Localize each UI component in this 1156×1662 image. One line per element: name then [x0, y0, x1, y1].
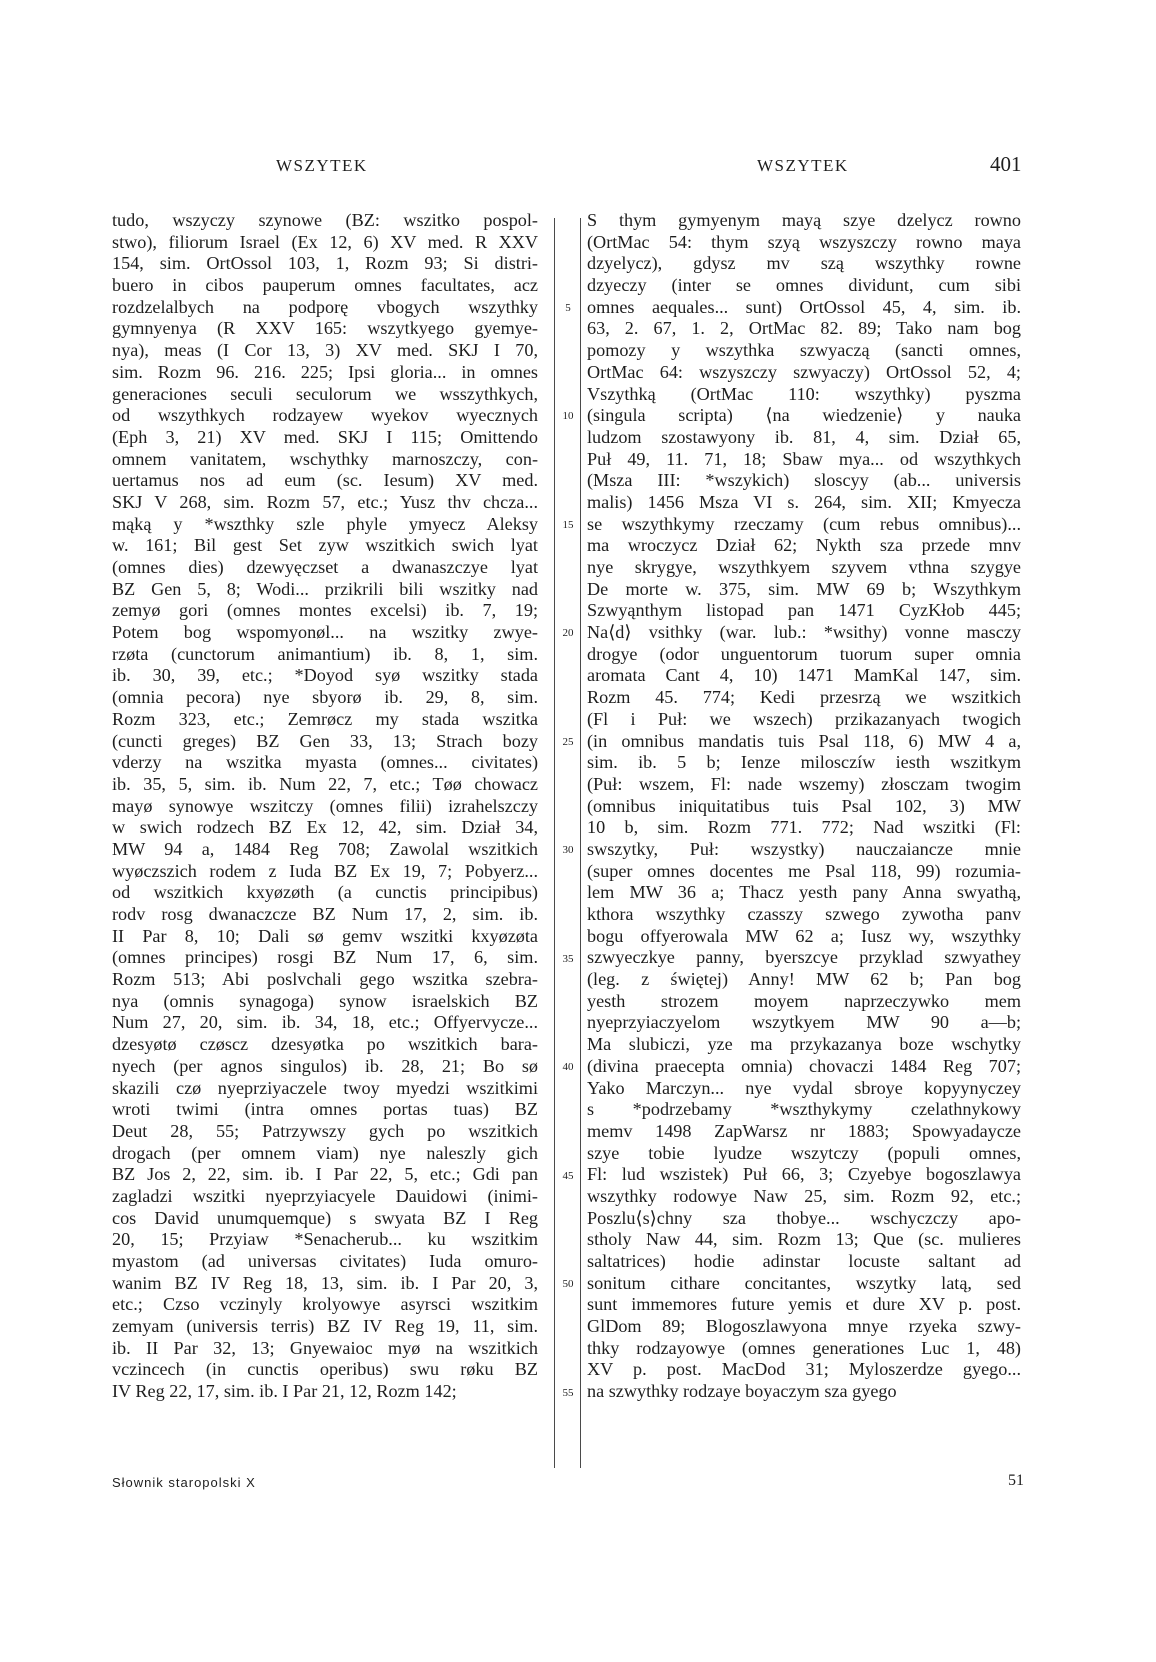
text-line: rozdzelalbych na podporę vbogych wszythky — [112, 296, 538, 317]
footer-signature: Słownik staropolski X — [112, 1475, 256, 1490]
text-line: dzesyøtø czøscz dzesyøtka po wszitkich bara- — [112, 1034, 538, 1055]
text-line: ma wroczycz Dział 62; Nykth sza przede mnv — [587, 535, 1021, 556]
text-line: (omnes principes) rosgi BZ Num 17, 6, sim. — [112, 947, 538, 968]
text-line: mayø synowye wszitczy (omnes filii) izrahelszczy — [112, 795, 538, 816]
line-number: 50 — [562, 1278, 574, 1291]
text-line: etc.; Czso vczinyly krolyowye asyrsci wszitkim — [112, 1294, 538, 1315]
text-line: gymnyenya (R XXV 165: wszytkyego gyemye- — [112, 318, 538, 339]
text-line: wroti twimi (intra omnes portas tuas) BZ — [112, 1099, 538, 1120]
column-divider-right — [580, 218, 581, 1468]
text-line: omnes aequales... sunt) OrtOssol 45, 4, sim. ib. — [587, 296, 1021, 317]
text-line: ludzom szostawyony ib. 81, 4, sim. Dział 65, — [587, 426, 1021, 447]
text-line: sonitum cithare concitantes, wszytky latą, sed — [587, 1272, 1021, 1293]
line-number: 30 — [562, 844, 574, 857]
text-line: nye skrygye, wszythkyem szyvem vthna szygye — [587, 557, 1021, 577]
line-number: 35 — [562, 952, 574, 965]
text-line: pomozy y wszythka szwyaczą (sancti omnes, — [587, 340, 1021, 361]
text-line: tudo, wszyczy szynowe (BZ: wszitko pospol- — [112, 210, 538, 230]
text-line: Rozm 45. 774; Kedi przesrzą we wszitkich — [587, 687, 1021, 708]
text-line: myastom (ad universas civitates) Iuda omuro- — [112, 1251, 538, 1271]
text-line: (singula scripta) ⟨na wiedzenie⟩ y nauka — [587, 405, 1021, 426]
text-line: lem MW 36 a; Thacz yesth pany Anna swyathą, — [587, 882, 1021, 903]
text-line: dzyeczy (inter se omnes dividunt, cum sibi — [587, 275, 1021, 296]
text-line: 10 b, sim. Rozm 771. 772; Nad wszitki (Fl: — [587, 817, 1021, 838]
text-line: S thym gymyenym mayą szye dzelycz rowno — [587, 210, 1021, 230]
text-line: Na⟨d⟩ vsithky (war. lub.: *wsithy) vonne masczy — [587, 622, 1021, 643]
text-line: (OrtMac 54: thym szyą wszyszczy rowno maya — [587, 231, 1021, 252]
text-line: (Puł: wszem, Fl: nade wszemy) złosczam twogim — [587, 773, 1021, 794]
text-line: ib. II Par 32, 13; Gnyewaioc myø na wszitkich — [112, 1337, 538, 1358]
text-line: mąką y *wszthky szle phyle ymyecz Aleksy — [112, 513, 538, 534]
text-line: Rozm 513; Abi poslvchali gego wszitka szebra- — [112, 969, 538, 990]
text-line: w swich rodzech BZ Ex 12, 42, sim. Dział 34, — [112, 817, 538, 838]
text-line: sunt immemores future yemis et dure XV p. post. — [587, 1294, 1021, 1315]
line-number: 10 — [562, 410, 574, 423]
text-line: BZ Jos 2, 22, sim. ib. I Par 22, 5, etc.; Gdi pan — [112, 1164, 538, 1185]
text-line: w. 161; Bil gest Set zyw wszitkich swich lyat — [112, 535, 538, 556]
text-line: omnem vanitatem, wschythky marnoszczy, con- — [112, 448, 538, 469]
line-number: 5 — [565, 301, 571, 314]
text-line: MW 94 a, 1484 Reg 708; Zawolal wszitkich — [112, 838, 538, 859]
text-line: De morte w. 375, sim. MW 69 b; Wszythkym — [587, 578, 1021, 599]
text-line: zagladzi wszitki nyeprzyiacyele Dauidowi (inimi- — [112, 1185, 538, 1206]
left-headword: WSZYTEK — [276, 156, 368, 175]
text-line: malis) 1456 Msza VI s. 264, sim. XII; Kmyecza — [587, 491, 1021, 512]
text-line: szye tobie lyudze wszytczy (populi omnes, — [587, 1142, 1021, 1163]
text-line: sim. ib. 5 b; Ienze milosczíw iesth wszitkym — [587, 752, 1021, 773]
text-line: (cuncti greges) BZ Gen 33, 13; Strach bozy — [112, 730, 538, 751]
text-line: thky rodzayowye (omnes generationes Luc 1, 48) — [587, 1337, 1021, 1358]
line-number: 15 — [562, 518, 574, 531]
text-line: OrtMac 64: wszyszczy szwyaczy) OrtOssol 52, 4; — [587, 361, 1021, 382]
text-line: wyøczszich rodem z Iuda BZ Ex 19, 7; Pobyerz... — [112, 860, 538, 881]
text-line: od wszitkich kxyøzøth (a cunctis principibus) — [112, 882, 538, 903]
text-line: sim. Rozm 96. 216. 225; Ipsi gloria... in omnes — [112, 361, 538, 382]
text-line: aromata Cant 4, 10) 1471 MamKal 147, sim. — [587, 665, 1021, 686]
text-line: (Eph 3, 21) XV med. SKJ I 115; Omittendo — [112, 426, 538, 447]
text-line: (super omnes docentes me Psal 118, 99) rozumia- — [587, 860, 1021, 881]
text-line: buero in cibos pauperum omnes facultates, acz — [112, 275, 538, 296]
text-line: cos David unumquemque) s swyata BZ I Reg — [112, 1207, 538, 1228]
text-line: II Par 8, 10; Dali sø gemv wszitki kxyøzøta — [112, 925, 538, 946]
text-line: bogu offyerowala MW 62 a; Iusz wy, wszythky — [587, 925, 1021, 946]
text-line: Yako Marczyn... nye vydal sbroye kopyynyczey — [587, 1077, 1021, 1098]
text-line: (Msza III: *wszykich) sloscyy (ab... universis — [587, 470, 1021, 491]
text-line: na szwythky rodzaye boyaczym sza gyego — [587, 1381, 897, 1402]
text-line: Num 27, 20, sim. ib. 34, 18, etc.; Offyervycze... — [112, 1012, 538, 1033]
text-line: (leg. z świętej) Anny! MW 62 b; Pan bog — [587, 969, 1021, 990]
text-line: (in omnibus mandatis tuis Psal 118, 6) MW 4 a, — [587, 730, 1021, 751]
text-line: GlDom 89; Blogoszlawyona mnye rzyeka szwy- — [587, 1316, 1021, 1337]
text-line: stwo), filiorum Israel (Ex 12, 6) XV med. R XXV — [112, 231, 538, 252]
text-line: (Fl i Puł: we wszech) przikazanyach twogich — [587, 708, 1021, 729]
text-line: wszythky rodowye Naw 25, sim. Rozm 92, etc.; — [587, 1185, 1021, 1206]
text-line: IV Reg 22, 17, sim. ib. I Par 21, 12, Rozm 142; — [112, 1381, 457, 1402]
text-line: Poszlu⟨s⟩chny sza thobye... wschyczczy apo- — [587, 1207, 1021, 1228]
text-line: generaciones seculi seculorum we wsszythkych, — [112, 383, 538, 404]
text-line: nyech (per agnos singulos) ib. 28, 21; Bo sø — [112, 1055, 538, 1076]
text-line: (omnes dies) dzewyęczset a dwanaszczye lyat — [112, 557, 538, 577]
text-line: XV p. post. MacDod 31; Myloszerdze gyego... — [587, 1359, 1021, 1380]
text-line: nyeprzyiaczyelom wszytkyem MW 90 a—b; — [587, 1012, 1021, 1033]
text-line: ib. 35, 5, sim. ib. Num 22, 7, etc.; Tøø chowacz — [112, 773, 538, 794]
text-line: Vszythką (OrtMac 110: wszythky) pyszma — [587, 383, 1021, 404]
text-line: stholy Naw 44, sim. Rozm 13; Que (sc. mulieres — [587, 1229, 1021, 1250]
text-line: 63, 2. 67, 1. 2, OrtMac 82. 89; Tako nam bog — [587, 318, 1021, 339]
text-line: Puł 49, 11. 71, 18; Sbaw mya... od wszythkych — [587, 448, 1021, 469]
text-line: se wszythkymy rzeczamy (cum rebus omnibus)... — [587, 513, 1021, 534]
page-number: 401 — [990, 152, 1022, 176]
text-line: swszytky, Puł: wszystky) nauczaiancze mnie — [587, 838, 1021, 859]
text-line: szwyeczkye panny, byerszcye przyklad szwyathey — [587, 947, 1021, 968]
text-line: rodv rosg dwanaczcze BZ Num 17, 2, sim. ib. — [112, 904, 538, 924]
text-line: zemyam (universis terris) BZ IV Reg 19, 11, sim. — [112, 1316, 538, 1337]
text-line: dzyelycz), gdysz mv szą wszythky rowne — [587, 253, 1021, 274]
text-line: kthora wszythky czasszy szwego zywotha panv — [587, 904, 1021, 924]
text-line: 154, sim. OrtOssol 103, 1, Rozm 93; Si distri- — [112, 253, 538, 274]
text-line: Fl: lud wszistek) Puł 66, 3; Czyebye bogoszlawya — [587, 1164, 1021, 1185]
text-line: wanim BZ IV Reg 18, 13, sim. ib. I Par 20, 3, — [112, 1272, 538, 1293]
text-line: 20, 15; Przyiaw *Senacherub... ku wszitkim — [112, 1229, 538, 1250]
line-number: 25 — [562, 735, 574, 748]
text-line: Szwyąnthym listopad pan 1471 CyzKłob 445; — [587, 600, 1021, 621]
text-line: saltatrices) hodie adinstar locuste saltant ad — [587, 1251, 1021, 1271]
text-line: vczincech (in cunctis operibus) swu røku BZ — [112, 1359, 538, 1380]
text-line: Ma slubiczi, yze ma przykazanya boze wschytky — [587, 1034, 1021, 1055]
text-line: drogye (odor unguentorum tuorum super omnia — [587, 643, 1021, 664]
text-line: rzøta (cunctorum animantium) ib. 8, 1, sim. — [112, 643, 538, 664]
text-line: SKJ V 268, sim. Rozm 57, etc.; Yusz thv chcza... — [112, 491, 538, 512]
text-line: BZ Gen 5, 8; Wodi... przikrili bili wszitky nad — [112, 578, 538, 599]
line-number: 45 — [562, 1169, 574, 1182]
right-column — [587, 210, 1021, 1403]
text-line: memv 1498 ZapWarsz nr 1883; Spowyadayczе — [587, 1120, 1021, 1141]
column-divider-left — [554, 218, 555, 1468]
right-headword: WSZYTEK — [757, 156, 849, 175]
text-line: Deut 28, 55; Patrzywszy gych po wszitkich — [112, 1120, 538, 1141]
text-line: yesth strozem moyem naprzeczywko mem — [587, 990, 1021, 1011]
text-line: s *podrzebamy *wszthykymy czelathnykowy — [587, 1099, 1021, 1120]
text-line: drogach (per omnem viam) nye naleszly gich — [112, 1142, 538, 1163]
text-line: zemyø gori (omnes montes excelsi) ib. 7, 19; — [112, 600, 538, 621]
text-line: (divina praecepta omnia) chovaczi 1484 Reg 707; — [587, 1055, 1021, 1076]
left-column — [112, 210, 538, 1403]
text-line: nya), meas (I Cor 13, 3) XV med. SKJ I 70, — [112, 340, 538, 361]
text-line: Potem bog wspomyonøl... na wszitky zwye- — [112, 622, 538, 643]
text-line: vderzy na wszitka myasta (omnes... civitates) — [112, 752, 538, 773]
text-line: nya (omnis synagoga) synow israelskich BZ — [112, 990, 538, 1011]
text-line: ib. 30, 39, etc.; *Doyod syø wszitky stada — [112, 665, 538, 686]
footer-sheet-number: 51 — [1008, 1472, 1024, 1489]
text-line: skazili czø nyeprziyaczele twoy myedzi wszitkimi — [112, 1077, 538, 1098]
text-line: od wszythkych rodzayew wyekov wyecznych — [112, 405, 538, 426]
line-number: 20 — [562, 627, 574, 640]
text-line: uertamus nos ad eum (sc. Iesum) XV med. — [112, 470, 538, 491]
line-number: 55 — [562, 1386, 574, 1399]
text-line: (omnibus iniquitatibus tuis Psal 102, 3) MW — [587, 795, 1021, 816]
line-number: 40 — [562, 1061, 574, 1074]
text-line: (omnia pecora) nye sbyorø ib. 29, 8, sim. — [112, 687, 538, 708]
text-line: Rozm 323, etc.; Zemrøcz my stada wszitka — [112, 708, 538, 729]
